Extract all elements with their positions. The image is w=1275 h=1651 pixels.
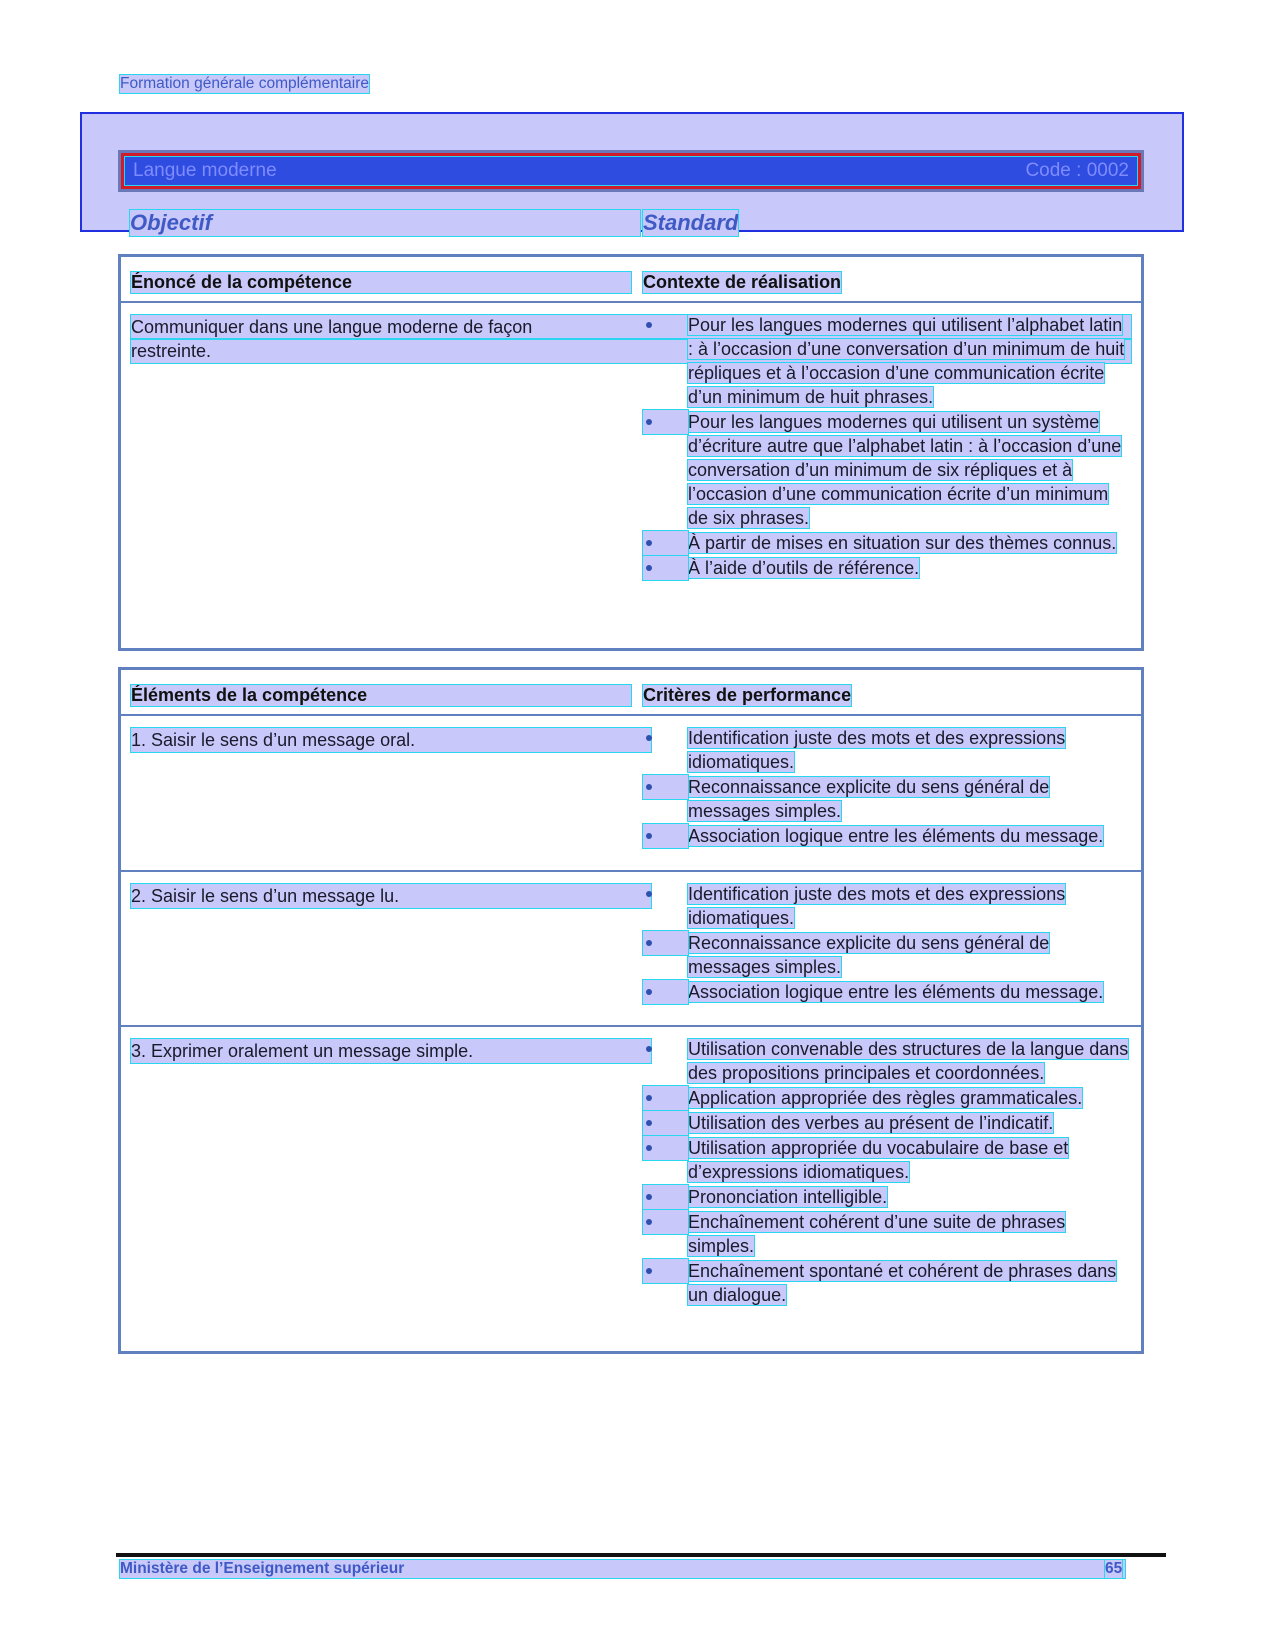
context-header: Contexte de réalisation [643, 272, 842, 292]
footer-divider [116, 1553, 1166, 1557]
footer-publisher: Ministère de l’Enseignement supérieur [120, 1560, 1125, 1578]
list-item: Utilisation des verbes au présent de l’indicatif. [643, 1111, 1129, 1135]
page-number: 65 [1105, 1560, 1123, 1577]
list-item: Application appropriée des règles grammaticales. [643, 1086, 1129, 1110]
objectif-label: Objectif [130, 210, 640, 236]
list-item: Reconnaissance explicite du sens général de messages simples. [643, 775, 1129, 823]
elements-header: Éléments de la compétence [131, 685, 631, 706]
element-label: 2. Saisir le sens d’un message lu. [131, 884, 651, 908]
standard-label: Standard [643, 210, 739, 235]
context-list [643, 313, 1129, 580]
list-item: Pour les langues modernes qui utilisent un système d’écriture autre que l’alphabet latin : à l’occasion d’une conversation d’un minimum de six répliques et à l’occasion d’une communication écrite d’un minimum de six phrases. [643, 410, 1129, 530]
competence-statement-line: restreinte. [131, 339, 1131, 363]
list-item: Identification juste des mots et des expressions idiomatiques. [643, 882, 1129, 930]
table-row [121, 870, 1141, 1025]
course-title-bar [118, 150, 1144, 192]
list-item: À l’aide d’outils de référence. [643, 556, 1129, 580]
competence-statement-line: Communiquer dans une langue moderne de façon [131, 315, 1131, 339]
course-title: Langue moderne [133, 160, 277, 181]
table-row [121, 716, 1141, 870]
list-item: Enchaînement cohérent d’une suite de phrases simples. [643, 1210, 1129, 1258]
course-code-value: 0002 [1086, 160, 1129, 181]
running-header: Formation générale complémentaire [120, 75, 369, 92]
competence-statement-header: Énoncé de la compétence [131, 272, 631, 293]
list-item: Association logique entre les éléments du message. [643, 980, 1129, 1004]
course-code-label: Code : [1025, 160, 1082, 181]
element-label: 1. Saisir le sens d’un message oral. [131, 728, 651, 752]
list-item: Utilisation convenable des structures de la langue dans des propositions principales et coordonnées. [643, 1037, 1129, 1085]
list-item: Identification juste des mots et des expressions idiomatiques. [643, 726, 1129, 774]
list-item: Association logique entre les éléments du message. [643, 824, 1129, 848]
course-code [1025, 160, 1129, 182]
list-item: Reconnaissance explicite du sens général de messages simples. [643, 931, 1129, 979]
list-item: Pour les langues modernes qui utilisent l’alphabet latin : à l’occasion d’une conversation d’un minimum de huit répliques et à l’occasion d’une communication écrite d’un minimum de huit phrases. [643, 313, 1129, 409]
table-row [121, 1025, 1141, 1307]
competence-table [118, 254, 1144, 651]
elements-table [118, 667, 1144, 1354]
element-label: 3. Exprimer oralement un message simple. [131, 1039, 651, 1063]
list-item: Utilisation appropriée du vocabulaire de base et d’expressions idiomatiques. [643, 1136, 1129, 1184]
criteria-header: Critères de performance [643, 685, 852, 705]
list-item: Prononciation intelligible. [643, 1185, 1129, 1209]
list-item: À partir de mises en situation sur des thèmes connus. [643, 531, 1129, 555]
list-item: Enchaînement spontané et cohérent de phrases dans un dialogue. [643, 1259, 1129, 1307]
